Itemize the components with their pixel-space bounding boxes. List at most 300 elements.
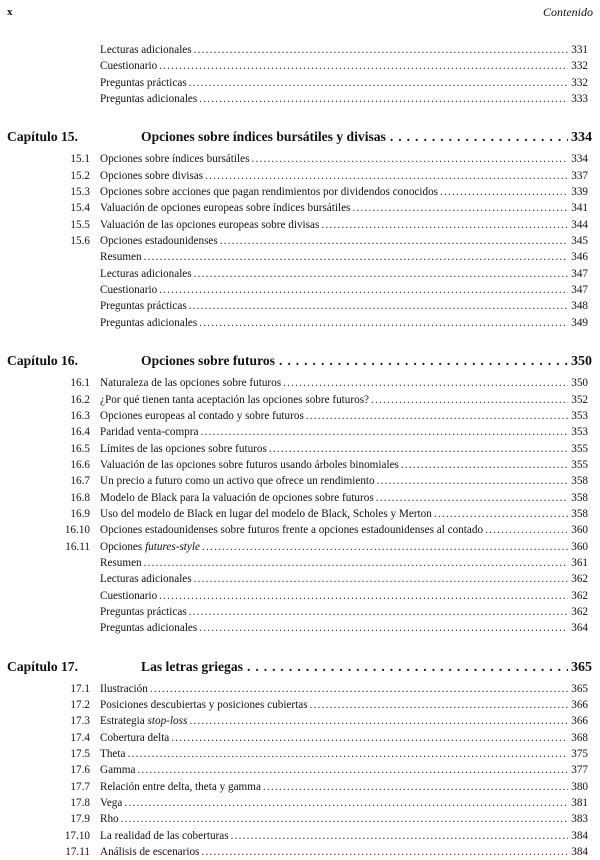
toc-entry[interactable] [0,828,600,844]
page-ref: 362 [571,573,588,586]
entry-title-line [100,811,588,827]
entry-title [100,473,377,489]
entry-title-line [100,168,588,184]
entry-title [100,408,306,424]
toc-entry[interactable] [0,730,600,746]
page-ref: 347 [571,284,588,297]
toc-entry[interactable] [0,762,600,778]
dot-leader [201,844,568,860]
page-ref: 346 [571,251,588,264]
toc-entry[interactable] [0,266,600,282]
section-number: 16.5 [70,442,90,455]
dot-leader [189,298,569,314]
entry-title [100,151,251,167]
dot-leader [269,441,568,457]
dot-leader [200,424,568,440]
toc-entry[interactable] [0,795,600,811]
section-number: 17.7 [70,780,90,793]
dot-leader [371,392,568,408]
section-number: 15.1 [70,153,90,166]
dot-leader [144,249,569,265]
entry-title-text: Uso del modelo de Black en lugar del modelo de Black, Scholes y Merton [100,507,432,520]
entry-title-line [100,844,588,860]
entry-title-line [100,779,588,795]
toc-entry[interactable] [0,75,600,91]
entry-title-line [100,746,588,762]
section-number: 15.2 [70,169,90,182]
entry-title-text: Cuestionario [100,60,158,73]
page-ref: 333 [571,93,588,106]
entry-title [100,282,159,298]
spacer [0,107,600,117]
toc-entry[interactable] [0,282,600,298]
table-of-contents [0,42,600,860]
page-ref: 383 [571,813,588,826]
toc-entry[interactable] [0,441,600,457]
entry-title-italic: futures-style [145,540,200,553]
section-number: 17.1 [70,682,90,695]
page-ref: 353 [571,409,588,422]
entry-title-line [100,828,588,844]
entry-title-line [100,697,588,713]
entry-title-text: Preguntas adicionales [100,622,198,635]
entry-title [100,424,200,440]
dot-leader [202,539,568,555]
entry-title-text: Cobertura delta [100,731,170,744]
entry-title-text: Theta [100,748,126,761]
dot-leader [171,730,568,746]
chapter-title: Opciones sobre futuros [141,353,275,369]
dot-leader [194,571,569,587]
dot-leader [144,555,569,571]
page-ref: 384 [571,829,588,842]
toc-entry[interactable] [0,681,600,697]
page-ref: 366 [571,699,588,711]
entry-title [100,233,220,249]
toc-entry[interactable] [0,844,600,860]
dot-leader [352,200,568,216]
entry-title [100,604,189,620]
section-number: 15.6 [70,235,90,248]
toc-entry[interactable] [0,392,600,408]
dot-leader [205,168,568,184]
dot-leader [189,604,569,620]
entry-title-text: Ilustración [100,682,148,695]
dot-leader [263,779,568,795]
section-number: 16.4 [70,426,90,439]
toc-entry[interactable] [0,457,600,473]
entry-title-text: La realidad de las coberturas [100,829,229,842]
entry-title-line [100,200,588,216]
entry-title-text: Valuación de las opciones europeas sobre divisas [100,218,320,231]
page-ref: 332 [571,60,588,73]
entry-title [100,217,321,233]
dot-leader [310,697,569,713]
chapter-title-line [141,126,592,149]
page-ref: 353 [571,426,588,439]
entry-title [100,168,205,184]
page-ref: 341 [571,202,588,215]
page-ref: 331 [571,44,588,56]
page-ref: 366 [571,715,588,728]
entry-title-text: Opciones sobre divisas [100,169,204,182]
chapter-heading[interactable] [0,350,600,372]
entry-title [100,200,352,216]
entry-title-text: Opciones europeas al contado y sobre futuros [100,409,304,422]
dot-leader [390,126,568,148]
entry-title-text: Valuación de opciones europeas sobre índices bursátiles [100,202,351,215]
dot-leader [124,795,568,811]
toc-entry[interactable] [0,588,600,604]
section-number: 16.3 [70,409,90,422]
toc-entry[interactable] [0,217,600,233]
chapter-page-ref: 350 [571,354,592,370]
section-number: 16.9 [70,507,90,520]
entry-title [100,58,159,74]
entry-title-line [100,233,588,249]
entry-title-text: Relación entre delta, theta y gamma [100,780,261,793]
entry-title-line [100,266,588,282]
entry-title-line [100,217,588,233]
entry-title-line [100,539,588,555]
page-ref: 347 [571,267,588,280]
entry-title [100,298,189,314]
page-ref: 349 [571,316,588,329]
entry-title-line [100,151,588,167]
page-ref: 360 [571,540,588,553]
toc-entry[interactable] [0,42,600,58]
entry-title [100,844,201,860]
section-number: 17.11 [65,846,90,859]
section-number: 17.9 [70,813,90,826]
entry-title-line [100,91,588,107]
entry-title-text: Cuestionario [100,284,158,297]
entry-title-line [100,795,588,811]
toc-entry[interactable] [0,746,600,762]
toc-entry[interactable] [0,779,600,795]
toc-entry[interactable] [0,490,600,506]
spacer [0,331,600,341]
toc-entry[interactable] [0,424,600,440]
toc-entry[interactable] [0,713,600,729]
dot-leader [121,811,569,827]
entry-title-line [100,42,588,58]
entry-title-text: Preguntas prácticas [100,605,187,618]
chapter-heading[interactable] [0,126,600,148]
entry-title-line [100,506,588,522]
entry-title-line [100,249,588,265]
dot-leader [199,315,568,331]
dot-leader [434,506,568,522]
dot-leader [199,91,568,107]
dot-leader [251,151,568,167]
toc-entry[interactable] [0,375,600,391]
entry-title-text: Cuestionario [100,589,158,602]
dot-leader [159,588,568,604]
entry-title-text: Lecturas adicionales [100,267,192,280]
section-number: 16.8 [70,491,90,504]
section-number: 17.2 [70,699,90,711]
dot-leader [199,620,568,636]
entry-title [100,91,199,107]
entry-title [100,315,199,331]
page-ref: 344 [571,218,588,231]
entry-title-line [100,298,588,314]
entry-title [100,571,194,587]
dot-leader [247,656,568,678]
dot-leader [194,42,569,58]
entry-title-text: Modelo de Black para la valuación de opciones sobre futuros [100,491,374,504]
page-ref: 345 [571,235,588,248]
toc-entry[interactable] [0,571,600,587]
dot-leader [485,522,568,538]
entry-title-line [100,184,588,200]
entry-title-text: Posiciones descubiertas y posiciones cubiertas [100,699,308,711]
dot-leader [377,473,569,489]
entry-title-text: Un precio a futuro como un activo que ofrece un rendimiento [100,475,375,488]
page-ref: 368 [571,731,588,744]
toc-entry[interactable] [0,298,600,314]
chapter-title: Opciones sobre índices bursátiles y divisas [141,129,386,145]
page-ref: 358 [571,491,588,504]
toc-entry[interactable] [0,151,600,167]
entry-title [100,828,231,844]
toc-entry[interactable] [0,233,600,249]
entry-title-line [100,730,588,746]
chapter-title-line [141,656,592,679]
toc-entry[interactable] [0,473,600,489]
toc-entry[interactable] [0,315,600,331]
entry-title-line [100,424,588,440]
toc-entry[interactable] [0,620,600,636]
chapter-label: Capítulo 15. [7,129,79,145]
chapter-title: Las letras griegas [141,658,243,674]
page-ref: 339 [571,186,588,199]
toc-entry[interactable] [0,58,600,74]
toc-entry[interactable] [0,249,600,265]
section-number: 17.6 [70,764,90,777]
entry-title-text: Opciones sobre índices bursátiles [100,153,250,166]
page-ref: 375 [571,748,588,761]
entry-title [100,713,189,729]
dot-leader [279,350,568,372]
entry-title-text: Estrategia [100,715,145,728]
page-ref: 360 [571,524,588,537]
entry-title [100,746,127,762]
entry-title [100,779,263,795]
entry-title-line [100,473,588,489]
section-number: 17.3 [70,715,90,728]
dot-leader [321,217,568,233]
page-ref: 381 [571,797,588,810]
entry-title [100,249,144,265]
entry-title [100,42,194,58]
dot-leader [159,282,568,298]
section-number: 17.8 [70,797,90,810]
toc-entry[interactable] [0,604,600,620]
toc-entry[interactable] [0,184,600,200]
entry-title-text: Lecturas adicionales [100,44,192,56]
toc-entry[interactable] [0,697,600,713]
entry-title-text: Límites de las opciones sobre futuros [100,442,267,455]
entry-title-line [100,408,588,424]
entry-title [100,392,371,408]
page-ref: 364 [571,622,588,635]
entry-title [100,266,194,282]
entry-title [100,441,269,457]
dot-leader [231,828,569,844]
dot-leader [376,490,569,506]
page-ref: 350 [571,377,588,390]
entry-title [100,697,310,713]
entry-title-text: Opciones estadounidenses [100,235,218,248]
chapter-heading[interactable] [0,656,600,678]
dot-leader [159,58,568,74]
section-number: 16.2 [70,393,90,406]
entry-title-line [100,375,588,391]
dot-leader [220,233,568,249]
entry-title-line [100,282,588,298]
entry-title-line [100,571,588,587]
page-ref: 361 [571,556,588,569]
entry-title-text: Preguntas prácticas [100,300,187,313]
page-header [0,0,600,24]
entry-title [100,620,199,636]
toc-entry[interactable] [0,506,600,522]
entry-title [100,762,137,778]
entry-title-line [100,762,588,778]
entry-title-line [100,681,588,697]
toc-entry[interactable] [0,168,600,184]
entry-title-text: Preguntas prácticas [100,76,187,89]
entry-title-line [100,555,588,571]
section-number: 17.4 [70,731,90,744]
entry-title [100,795,124,811]
entry-title-line [100,713,588,729]
chapter-title-line [141,350,592,373]
entry-title-line [100,392,588,408]
entry-title [100,75,189,91]
entry-title-text: Resumen [100,556,142,569]
entry-title-text: Valuación de las opciones sobre futuros usando árboles binomiales [100,458,399,471]
entry-title-italic: stop-loss [147,715,188,728]
entry-title-text: Vega [100,797,123,810]
toc-entry[interactable] [0,811,600,827]
dot-leader [306,408,568,424]
entry-title [100,811,121,827]
page-ref: 348 [571,300,588,313]
section-number: 17.10 [64,829,90,842]
entry-title-text: Naturaleza de las opciones sobre futuros [100,377,282,390]
dot-leader [150,681,568,697]
page-ref: 332 [571,76,588,89]
entry-title-line [100,490,588,506]
entry-title-line [100,58,588,74]
dot-leader [189,75,569,91]
page-ref: 377 [571,764,588,777]
entry-title-text: Análisis de escenarios [100,846,200,859]
section-number: 16.10 [64,524,90,537]
dot-leader [137,762,568,778]
section-number: 15.5 [70,218,90,231]
dot-leader [401,457,568,473]
entry-title-text: Rho [100,813,119,826]
entry-title [100,588,159,604]
page-ref: 337 [571,169,588,182]
chapter-page-ref: 334 [571,130,592,146]
chapter-label: Capítulo 16. [7,353,79,369]
entry-title-line [100,315,588,331]
page-ref: 358 [571,475,588,488]
page-ref: 355 [571,458,588,471]
entry-title-line [100,620,588,636]
entry-title [100,457,401,473]
entry-title-text: Gamma [100,764,136,777]
entry-title [100,539,202,555]
entry-title [100,522,485,538]
running-head: Contenido [543,5,593,19]
dot-leader [194,266,569,282]
entry-title [100,681,150,697]
section-number: 15.4 [70,202,90,215]
section-number: 16.1 [70,377,90,390]
entry-title-text: Paridad venta-compra [100,426,199,439]
toc-entry[interactable] [0,91,600,107]
page-ref: 362 [571,605,588,618]
section-number: 15.3 [70,186,90,199]
section-number: 16.6 [70,458,90,471]
entry-title-text: Opciones estadounidenses sobre futuros frente a opciones estadounidenses al contado [100,524,484,537]
toc-entry[interactable] [0,522,600,538]
dot-leader [283,375,568,391]
entry-title-text: Resumen [100,251,142,264]
entry-title [100,506,434,522]
entry-title [100,375,283,391]
page-ref: 362 [571,589,588,602]
entry-title-text: Preguntas adicionales [100,316,198,329]
entry-title [100,730,171,746]
entry-title-line [100,588,588,604]
dot-leader [440,184,568,200]
entry-title-text: Opciones [100,540,143,553]
entry-title [100,490,376,506]
entry-title [100,555,144,571]
page-ref: 355 [571,442,588,455]
section-number: 16.7 [70,475,90,488]
entry-title-line [100,457,588,473]
entry-title-text: Lecturas adicionales [100,573,192,586]
entry-title-text: ¿Por qué tienen tanta aceptación las opciones sobre futuros? [100,393,370,406]
entry-title-line [100,75,588,91]
toc-entry[interactable] [0,408,600,424]
spacer [0,637,600,647]
toc-entry[interactable] [0,539,600,555]
entry-title-line [100,604,588,620]
toc-entry[interactable] [0,555,600,571]
page-ref: 352 [571,393,588,406]
page-ref: 365 [571,682,588,695]
entry-title [100,184,440,200]
page-ref: 384 [571,846,588,859]
entry-title-text: Opciones sobre acciones que pagan rendimientos por dividendos conocidos [100,186,439,199]
page-number: x [7,6,13,18]
chapter-label: Capítulo 17. [7,658,79,674]
dot-leader [127,746,568,762]
page-ref: 358 [571,507,588,520]
entry-title-text: Preguntas adicionales [100,93,198,106]
entry-title-line [100,522,588,538]
toc-entry[interactable] [0,200,600,216]
